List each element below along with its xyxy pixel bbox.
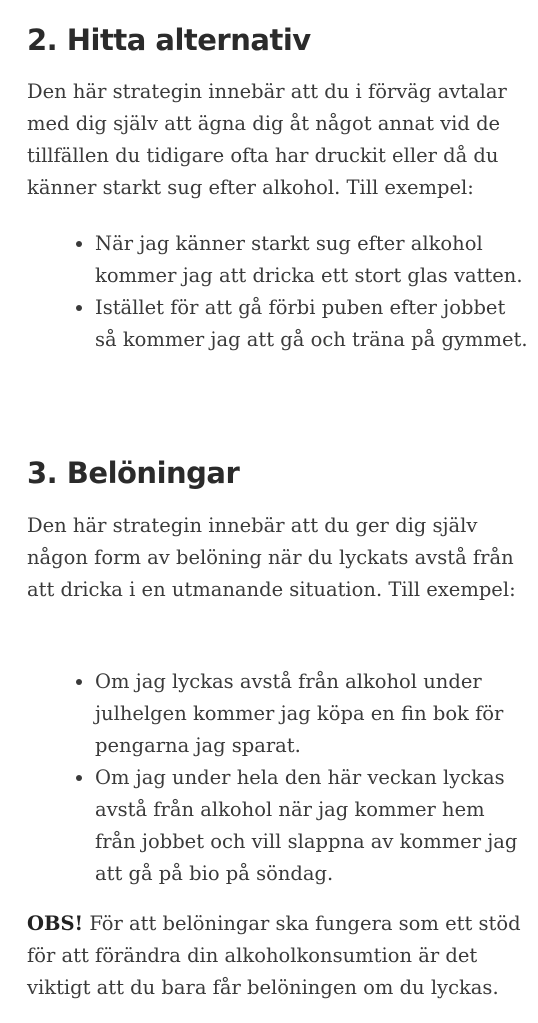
section-heading-alternatives: 2. Hitta alternativ bbox=[27, 23, 311, 57]
list-item: • Om jag lyckas avstå från alkohol under julhelgen kommer jag köpa en fin bok för pengarna jag sparat. bbox=[95, 666, 530, 762]
rewards-example-list bbox=[75, 666, 530, 890]
list-item: • Istället för att gå förbi puben efter jobbet så kommer jag att gå och träna på gymmet. bbox=[95, 292, 530, 356]
note-label: OBS! bbox=[27, 912, 84, 935]
list-item: • När jag känner starkt sug efter alkohol kommer jag att dricka ett stort glas vatten. bbox=[95, 228, 530, 292]
alternatives-intro-paragraph: Den här strategin innebär att du i förväg avtalar med dig själv att ägna dig åt något annat vid de tillfällen du tidigare ofta har druckit eller då du känner starkt sug efter alkohol. Till exempel: bbox=[27, 80, 507, 199]
list-item: • Om jag under hela den här veckan lyckas avstå från alkohol när jag kommer hem från jobbet och vill slappna av kommer jag att gå på bio på söndag. bbox=[95, 762, 530, 890]
rewards-intro-paragraph: Den här strategin innebär att du ger dig själv någon form av belöning när du lyckats avstå från att dricka i en utmanande situation. Till exempel: bbox=[27, 514, 516, 601]
note-paragraph bbox=[27, 908, 522, 1004]
section-heading-rewards: 3. Belöningar bbox=[27, 456, 240, 490]
alternatives-example-list bbox=[75, 228, 530, 356]
note-text: För att belöningar ska fungera som ett stöd för att förändra din alkoholkonsumtion är det viktigt att du bara får belöningen om du lyckas. bbox=[27, 912, 521, 999]
